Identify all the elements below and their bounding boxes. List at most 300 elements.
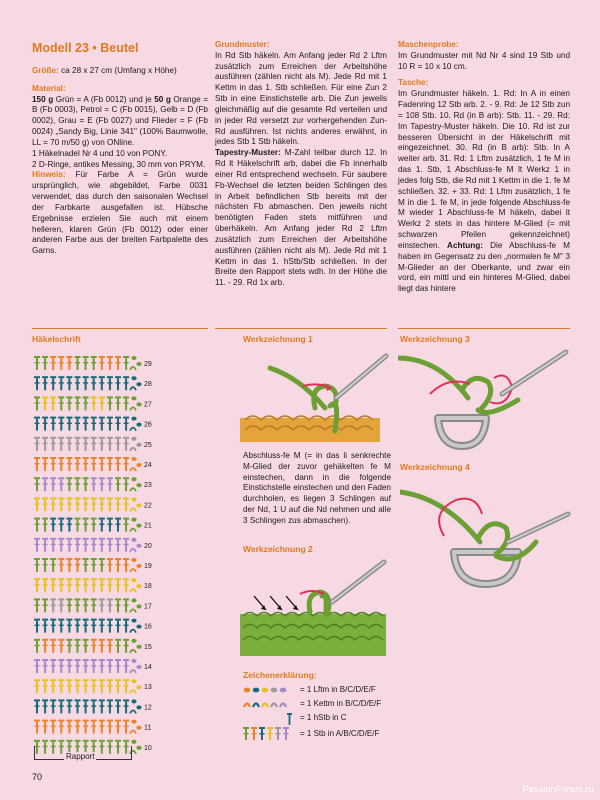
chain-symbol <box>131 538 136 542</box>
stitch-symbol <box>66 619 72 633</box>
chain-symbol <box>131 558 136 562</box>
chain-symbol <box>136 625 141 629</box>
stitch-symbol <box>107 437 113 451</box>
chart-row <box>34 497 152 511</box>
size-label: Größe: <box>32 66 59 75</box>
slip-stitch-symbol <box>130 589 136 592</box>
stitch-symbol <box>99 659 105 673</box>
stitch-symbol <box>58 598 64 612</box>
chain-symbol <box>136 645 141 649</box>
stitch-symbol <box>42 518 48 532</box>
stitch-symbol <box>34 699 40 713</box>
stitch-symbol <box>42 558 48 572</box>
stitch-symbol <box>91 437 97 451</box>
slip-stitch-symbol <box>130 428 136 431</box>
stitch-symbol <box>91 518 97 532</box>
bag-body: Im Grundmuster häkeln. 1. Rd: In A in einen Fadenring 12 Stb arb. 2. - 9. Rd: Je 12 Stb zun = 108 Stb. 10. Rd (in B arb): Stb. 11. - 29. Rd: Im Tapestry-Muster häkeln. Die 10. Rd ist zur besseren Übersicht in der Häkelschrift mit eingezeichnet. 30. Rd (in B arb): Stb. In A weiter arb. 31. Rd: 1 Lftm zusätzlich, 1 fe M in das 1. Stb, 1 Abschluss-fe M lt Werkz 1 in jedes folg Stb, die Rd mit 1 Kettm in die 1. fe M schließen. 32. + 33. Rd: 1 Lftm zusätzlich, 1 fe M in die 1. fe M, in jede folgende Abschluss-fe M wieder 1 Abschluss-fe M häkeln, dabei lt Werkz 2 stets in das hintere M-Glied (= mit schwarzen Pfeilen gekennzeichnet) einstechen. <box>398 89 570 250</box>
stitch-symbol <box>91 356 97 370</box>
chain-symbol <box>136 463 141 467</box>
stitch-symbol <box>91 659 97 673</box>
stitch-symbol <box>58 619 64 633</box>
stitch-symbol <box>83 356 89 370</box>
stitch-symbol <box>42 538 48 552</box>
bag-heading: Tasche: <box>398 78 429 88</box>
legend-chain-label: = 1 Lftm in B/C/D/E/F <box>300 685 376 694</box>
chart-row <box>34 659 152 673</box>
chain-symbol <box>136 564 141 568</box>
gauge-text: Im Grundmuster mit Nd Nr 4 sind 19 Stb und 10 R = 10 x 10 cm. <box>398 50 570 71</box>
stitch-symbol <box>123 356 129 370</box>
legend-item-slipstitch <box>243 698 403 712</box>
stitch-symbol <box>42 598 48 612</box>
stitch-symbol <box>123 659 129 673</box>
stitch-symbol <box>99 558 105 572</box>
stitch-symbol <box>34 396 40 410</box>
stitch-symbol <box>99 578 105 592</box>
row-number: 21 <box>144 522 152 530</box>
stitch-symbol <box>34 356 40 370</box>
stitch-symbol <box>50 538 56 552</box>
legend-item-chain <box>243 684 403 698</box>
drawing-2-arrowheads <box>261 605 298 610</box>
slip-stitch-symbol <box>130 670 136 673</box>
row-number: 24 <box>144 462 152 469</box>
stitch-symbol <box>83 457 89 471</box>
stitch-symbol <box>99 639 105 653</box>
basic-pattern-text: In Rd Stb häkeln. Am Anfang jeder Rd 2 Lftm zusätzlich zum Erreichen der Arbeitshöhe ausführen (zählen nicht als M). Jede Rd mit 1 Kettm in das 1. Stb schließen. Für eine Zun 2 Stb in eine Einstichstelle arb. Die Zun jeweils gleichmäßig auf die gesamte Rd verteilen und in jeder Rd versetzt zur vorhergehenden Zun-Rd ausführen. Ist nichts anderes erwähnt, in jedes Stb 1 Stb häkeln. <box>215 50 387 147</box>
stitch-symbol <box>75 659 81 673</box>
chart-row <box>34 720 151 734</box>
chain-symbol <box>136 483 141 487</box>
stitch-symbol <box>34 518 40 532</box>
stitch-symbol <box>115 497 121 511</box>
stitch-symbol <box>107 376 113 390</box>
stitch-symbol <box>34 578 40 592</box>
stitch-symbol <box>107 558 113 572</box>
stitch-symbol <box>91 477 97 491</box>
bag-text <box>398 89 570 295</box>
chain-symbol <box>131 659 136 663</box>
stitch-symbol <box>58 639 64 653</box>
stitch-symbol <box>42 417 48 431</box>
stitch-symbol <box>42 376 48 390</box>
stitch-symbol <box>42 639 48 653</box>
stitch-symbol <box>107 356 113 370</box>
stitch-symbol <box>123 578 129 592</box>
stitch-symbol <box>42 497 48 511</box>
stitch-symbol <box>66 699 72 713</box>
stitch-symbol <box>123 376 129 390</box>
stitch-symbol <box>83 437 89 451</box>
stitch-symbol <box>34 538 40 552</box>
stitch-symbol <box>123 558 129 572</box>
stitch-symbol <box>107 659 113 673</box>
stitch-symbol <box>50 699 56 713</box>
chain-symbol <box>131 720 136 724</box>
stitch-symbol <box>123 619 129 633</box>
stitch-symbol <box>107 598 113 612</box>
stitch-symbol <box>75 518 81 532</box>
drawing-4-illustration <box>400 476 572 590</box>
stitch-symbol <box>42 679 48 693</box>
stitch-symbol <box>42 699 48 713</box>
stitch-symbol <box>123 396 129 410</box>
chart-row <box>34 356 152 370</box>
column-bag <box>398 40 570 295</box>
stitch-symbol <box>66 538 72 552</box>
stitch-symbol <box>99 457 105 471</box>
stitch-symbol <box>115 619 121 633</box>
material-amount-2: 50 g <box>154 94 171 104</box>
divider <box>32 328 208 329</box>
stitch-symbol <box>34 437 40 451</box>
stitch-symbol <box>75 720 81 734</box>
material-heading: Material: <box>32 83 66 93</box>
slip-stitch-symbol <box>130 448 136 451</box>
drawing-2-black-arrows <box>254 596 298 610</box>
slip-stitch-symbol <box>130 690 136 693</box>
chain-symbol <box>136 584 141 588</box>
stitch-symbol <box>58 437 64 451</box>
stitch-symbol <box>123 497 129 511</box>
stitch-symbol <box>34 457 40 471</box>
drawing-2-title: Werkzeichnung 2 <box>243 544 313 554</box>
stitch-symbol <box>107 619 113 633</box>
gauge-heading: Maschenprobe: <box>398 40 459 49</box>
stitch-symbol <box>50 619 56 633</box>
tapestry-text <box>215 148 387 289</box>
stitch-symbol <box>75 376 81 390</box>
stitch-symbol <box>83 598 89 612</box>
stitch-symbol <box>50 518 56 532</box>
stitch-symbol <box>58 497 64 511</box>
hint-label: Hinweis: <box>32 170 66 180</box>
crochet-chart <box>32 350 156 760</box>
stitch-symbol <box>83 538 89 552</box>
stitch-symbol <box>107 720 113 734</box>
stitch-symbol <box>107 396 113 410</box>
stitch-symbol <box>99 477 105 491</box>
drawing-1-illustration <box>240 348 390 448</box>
row-number: 19 <box>144 563 152 570</box>
chain-symbol <box>136 705 141 709</box>
size-info <box>32 66 208 77</box>
slip-stitch-symbol <box>130 549 136 552</box>
stitch-symbol <box>66 457 72 471</box>
stitch-symbol <box>115 376 121 390</box>
attention-label: Achtung: <box>447 240 483 250</box>
stitch-symbol <box>83 659 89 673</box>
chart-row <box>34 477 152 491</box>
stitch-symbol <box>66 679 72 693</box>
row-number: 13 <box>144 684 152 692</box>
chart-row <box>34 376 152 390</box>
stitch-symbol <box>115 659 121 673</box>
material-text <box>32 95 208 149</box>
stitch-symbol <box>75 356 81 370</box>
stitch-symbol <box>50 679 56 693</box>
stitch-symbol <box>91 396 97 410</box>
stitch-symbol <box>107 538 113 552</box>
row-number: 23 <box>144 482 152 490</box>
stitch-symbol <box>83 639 89 653</box>
chain-symbol <box>131 417 136 421</box>
slip-stitch-symbol <box>130 569 136 572</box>
stitch-symbol <box>66 376 72 390</box>
tapestry-body: M-Zahl teilbar durch 12. In Rd lt Häkelschrift arb, dabei die Fb innerhalb einer Rd entsprechend wechseln. Für saubere Fb-Wechsel die letzten beiden Schlingen des in Arbeit befindlichen Stb bereits mit der nächsten Fb abmaschen. Den jeweils nicht benötigten Faden stets mitführen und überhäkeln. Am Anfang jeder Rd 2 Lftm zusätzlich zum Erreichen der Arbeitshöhe ausführen (zählen nicht als M). Jede Rd mit 1 Kettm in das 1. hStb/Stb schließen. In der Breite den Rapport stets wdh. In der Höhe die 11. - 29. Rd 1x arb. <box>215 148 387 288</box>
stitch-symbol <box>107 639 113 653</box>
basic-pattern-heading: Grundmuster: <box>215 40 270 49</box>
half-double-crochet-symbol-icon <box>243 712 299 726</box>
chain-symbol <box>136 362 141 366</box>
stitch-symbol <box>50 417 56 431</box>
chain-symbol <box>136 746 141 750</box>
chain-symbol <box>136 402 141 406</box>
stitch-symbol <box>99 437 105 451</box>
stitch-symbol <box>66 356 72 370</box>
chart-row <box>34 558 152 572</box>
chain-symbol <box>131 477 136 481</box>
stitch-symbol <box>66 659 72 673</box>
slip-stitch-symbol <box>130 650 136 653</box>
drawing-2-illustration <box>240 556 390 664</box>
stitch-symbol <box>50 558 56 572</box>
stitch-symbol <box>123 679 129 693</box>
attention-body: Die Abschluss-fe M haben im Gegensatz zu den „normalen fe M" 3 M-Glieder an der Oberkante, und zwar ein vord, ein mittl und ein hinteres M-Glied, dabei liegt das hintere <box>398 240 570 294</box>
stitch-symbol <box>50 720 56 734</box>
stitch-symbol <box>66 497 72 511</box>
chart-row <box>34 598 152 612</box>
stitch-symbol <box>123 639 129 653</box>
chart-row <box>34 699 152 713</box>
stitch-symbol <box>50 497 56 511</box>
stitch-symbol <box>91 598 97 612</box>
stitch-symbol <box>115 477 121 491</box>
legend-dc-label: = 1 Stb in A/B/C/D/E/F <box>300 729 380 738</box>
chart-row <box>34 518 152 532</box>
size-value: ca 28 x 27 cm (Umfang x Höhe) <box>61 66 177 75</box>
chain-symbol <box>131 518 136 522</box>
stitch-symbol <box>42 396 48 410</box>
stitch-symbol <box>107 477 113 491</box>
stitch-symbol <box>99 497 105 511</box>
stitch-symbol <box>99 518 105 532</box>
crochet-chart-svg <box>32 350 156 760</box>
chain-symbol <box>136 443 141 447</box>
chain-symbol <box>131 740 136 744</box>
material-amount-1: 150 g <box>32 94 54 104</box>
chain-symbol <box>131 457 136 461</box>
stitch-symbol <box>42 356 48 370</box>
drawing-3-title: Werkzeichnung 3 <box>400 334 470 344</box>
stitch-symbol <box>42 477 48 491</box>
stitch-symbol <box>123 720 129 734</box>
stitch-symbol <box>99 720 105 734</box>
stitch-symbol <box>99 598 105 612</box>
chart-row <box>34 396 152 410</box>
stitch-symbol <box>34 417 40 431</box>
stitch-symbol <box>50 477 56 491</box>
slip-stitch-symbol <box>130 731 136 734</box>
stitch-symbol <box>66 417 72 431</box>
drawing-2-fabric <box>240 614 386 656</box>
stitch-symbol <box>123 477 129 491</box>
slip-stitch-symbol <box>130 630 136 633</box>
stitch-symbol <box>42 720 48 734</box>
stitch-symbol <box>34 639 40 653</box>
legend-slipstitch-label: = 1 Kettm in B/C/D/E/F <box>300 699 382 708</box>
stitch-symbol <box>115 356 121 370</box>
stitch-symbol <box>115 639 121 653</box>
chart-row <box>34 457 152 471</box>
stitch-symbol <box>66 477 72 491</box>
row-number: 26 <box>144 421 152 429</box>
stitch-symbol <box>42 659 48 673</box>
stitch-symbol <box>75 619 81 633</box>
chain-symbol <box>136 726 141 730</box>
chain-symbol <box>136 604 141 608</box>
slip-stitch-symbol <box>130 387 136 390</box>
material-needle: 1 Häkelnadel Nr 4 und 10 von PONY. <box>32 148 168 158</box>
stitch-symbol <box>75 477 81 491</box>
legend-item-hdc <box>243 712 403 726</box>
stitch-symbol <box>115 538 121 552</box>
row-number: 18 <box>144 583 152 591</box>
stitch-symbol <box>83 619 89 633</box>
stitch-symbol <box>91 538 97 552</box>
stitch-symbol <box>115 679 121 693</box>
stitch-symbol <box>107 518 113 532</box>
stitch-symbol <box>75 639 81 653</box>
chart-row <box>34 437 152 451</box>
stitch-symbol <box>83 578 89 592</box>
drawing-2-green-yarn <box>309 592 329 614</box>
chart-row <box>34 538 152 552</box>
stitch-symbol <box>83 417 89 431</box>
stitch-symbol <box>50 598 56 612</box>
stitch-symbol <box>83 558 89 572</box>
row-number: 29 <box>144 361 152 368</box>
stitch-symbol <box>91 619 97 633</box>
stitch-symbol <box>58 356 64 370</box>
row-number: 27 <box>144 401 152 409</box>
stitch-symbol <box>34 558 40 572</box>
chain-symbol <box>131 699 136 703</box>
stitch-symbol <box>66 578 72 592</box>
drawing-2-hook-highlight <box>332 562 384 602</box>
stitch-symbol <box>91 558 97 572</box>
stitch-symbol <box>115 720 121 734</box>
stitch-symbol <box>123 417 129 431</box>
stitch-symbol <box>75 538 81 552</box>
stitch-symbol <box>66 598 72 612</box>
tapestry-label: Tapestry-Muster: <box>215 148 281 158</box>
row-number: 17 <box>144 603 152 611</box>
stitch-symbol <box>83 720 89 734</box>
stitch-symbol <box>91 457 97 471</box>
stitch-symbol <box>34 376 40 390</box>
stitch-symbol <box>34 598 40 612</box>
chain-symbol <box>136 665 141 669</box>
legend <box>243 684 403 744</box>
row-number: 16 <box>144 623 152 631</box>
stitch-symbol <box>123 457 129 471</box>
stitch-symbol <box>115 699 121 713</box>
stitch-symbol <box>99 396 105 410</box>
stitch-symbol <box>99 619 105 633</box>
chart-title: Häkelschrift <box>32 334 81 344</box>
stitch-symbol <box>50 376 56 390</box>
stitch-symbol <box>115 558 121 572</box>
row-number: 22 <box>144 502 152 510</box>
chart-row <box>34 417 152 431</box>
stitch-symbol <box>107 699 113 713</box>
stitch-symbol <box>99 376 105 390</box>
stitch-symbol <box>115 598 121 612</box>
stitch-symbol <box>83 518 89 532</box>
chart-row <box>34 679 152 693</box>
stitch-symbol <box>99 679 105 693</box>
stitch-symbol <box>58 558 64 572</box>
stitch-symbol <box>75 558 81 572</box>
stitch-symbol <box>123 598 129 612</box>
stitch-symbol <box>123 437 129 451</box>
stitch-symbol <box>58 457 64 471</box>
stitch-symbol <box>99 699 105 713</box>
stitch-symbol <box>115 417 121 431</box>
stitch-symbol <box>91 376 97 390</box>
chart-row <box>34 578 152 592</box>
stitch-symbol <box>115 518 121 532</box>
stitch-symbol <box>107 417 113 431</box>
slip-stitch-symbol <box>130 488 136 491</box>
stitch-symbol <box>66 518 72 532</box>
watermark: PassionForum.ru <box>522 784 594 794</box>
chain-symbol <box>131 639 136 643</box>
chain-symbol <box>136 685 141 689</box>
stitch-symbol <box>50 457 56 471</box>
stitch-symbol <box>50 639 56 653</box>
stitch-symbol <box>58 699 64 713</box>
chart-row <box>34 619 152 633</box>
chain-symbol <box>136 524 141 528</box>
material-rings: 2 D-Ringe, antikes Messing, 30 mm von PRYM. <box>32 159 206 169</box>
chain-symbol <box>136 544 141 548</box>
stitch-symbol <box>91 699 97 713</box>
stitch-symbol <box>123 699 129 713</box>
column-pattern <box>215 40 387 289</box>
stitch-symbol <box>107 578 113 592</box>
drawing-1-description: Abschluss-fe M (= in das li senkrechte M-Glied der zuvor gehäkelten fe M einstechen, dann in die folgende Einstichstelle einstechen und den Faden durchholen, es liegen 3 Schlingen auf der Nd, 1 U auf die Nd nehmen und alle 3 Schlingen zus abmaschen). <box>243 451 391 525</box>
divider <box>215 328 387 329</box>
stitch-symbol <box>34 619 40 633</box>
row-number: 12 <box>144 704 152 712</box>
stitch-symbol <box>91 497 97 511</box>
stitch-symbol <box>115 578 121 592</box>
stitch-symbol <box>66 720 72 734</box>
row-number: 25 <box>144 441 152 449</box>
row-number: 20 <box>144 542 152 550</box>
legend-title: Zeichenerklärung: <box>243 670 317 680</box>
drawing-1-title: Werkzeichnung 1 <box>243 334 313 344</box>
stitch-symbol <box>50 578 56 592</box>
stitch-symbol <box>75 497 81 511</box>
stitch-symbol <box>34 659 40 673</box>
slip-stitch-symbol <box>130 529 136 532</box>
stitch-symbol <box>42 437 48 451</box>
chain-symbol <box>131 356 136 360</box>
stitch-symbol <box>115 457 121 471</box>
